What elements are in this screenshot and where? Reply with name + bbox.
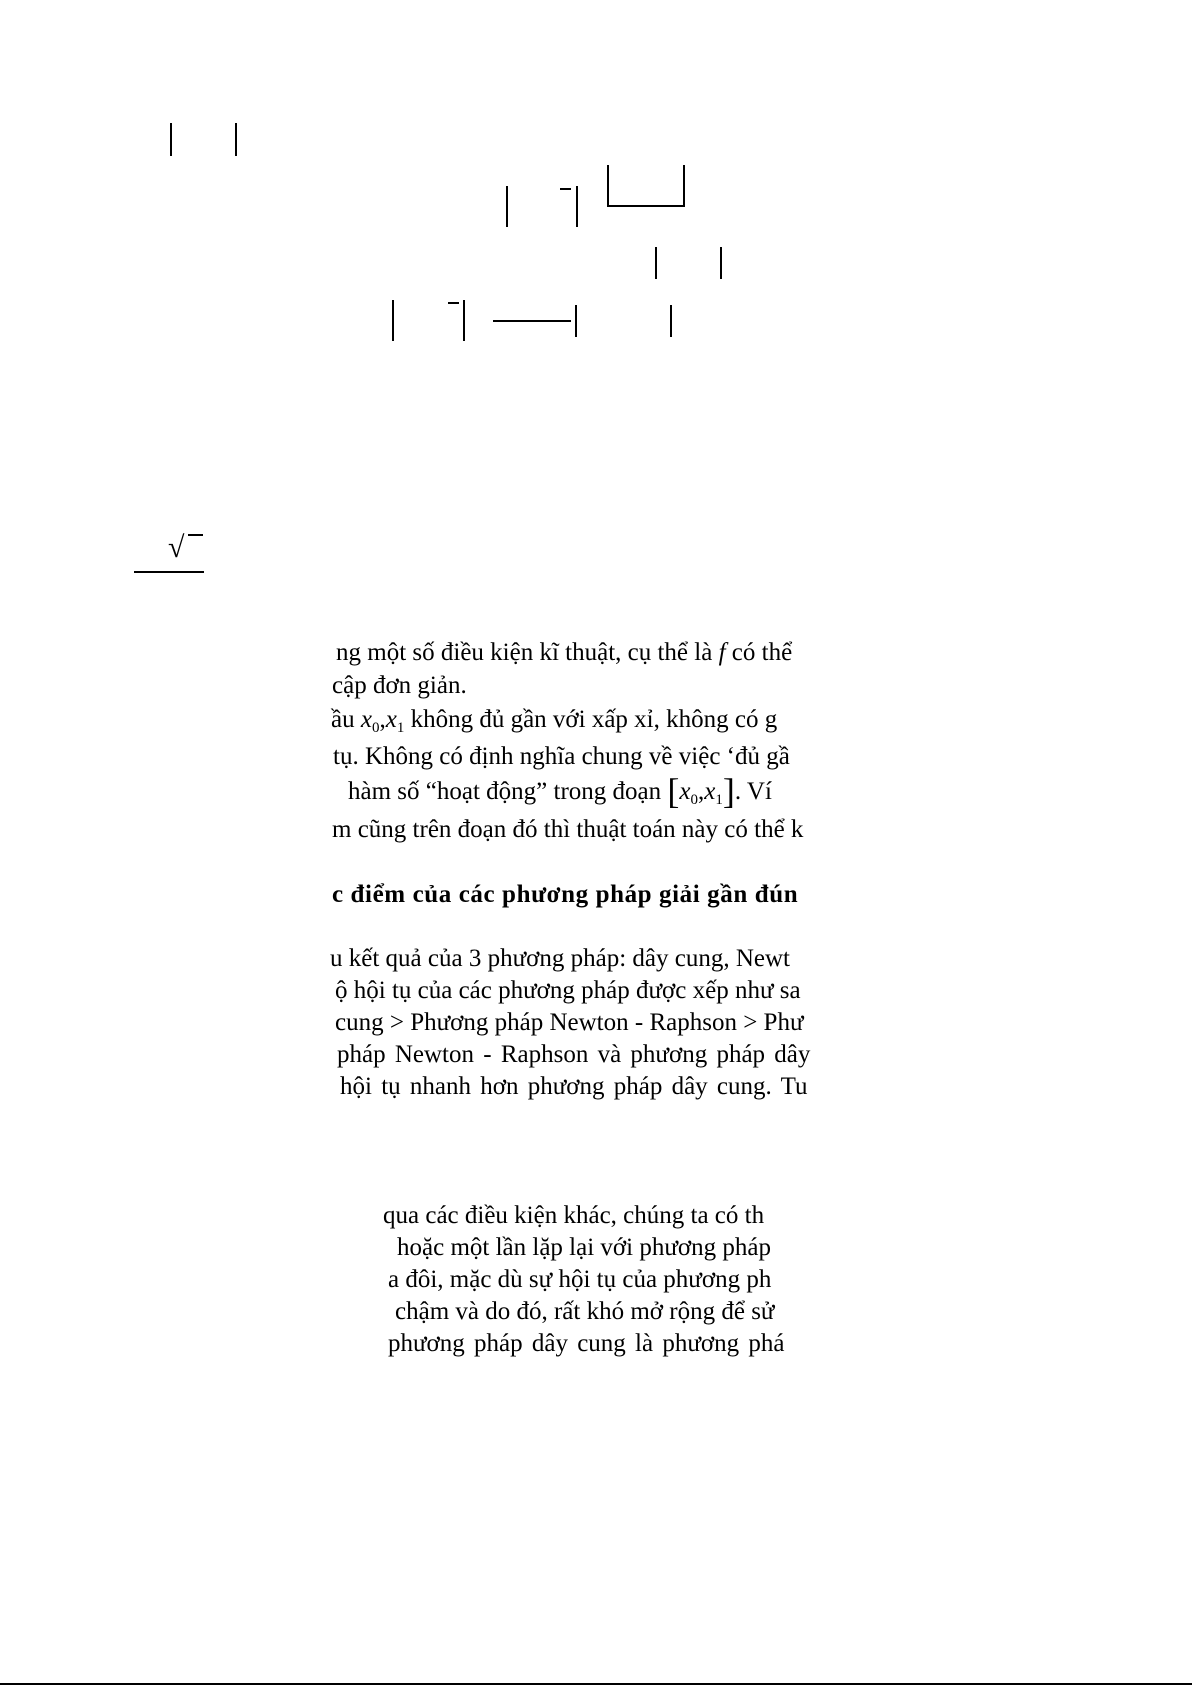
formula-bar-6 [683,165,685,205]
formula-bar-1 [170,123,172,156]
paragraph2-line5: hội tụ nhanh hơn phương pháp dây cung. Tu [340,1073,808,1100]
paragraph3-line5: phương pháp dây cung là phương phá [388,1330,785,1357]
text-segment: có thể [725,639,793,666]
paragraph1-line1 [336,638,792,668]
formula-bar-4 [576,186,578,227]
paragraph2-line2: ộ hội tụ của các phương pháp được xếp như sa [335,977,801,1004]
text-segment: không đủ gần với xấp xỉ, không có g [404,706,778,733]
paragraph2-line3: cung > Phương pháp Newton - Raphson > Phư [335,1009,804,1036]
formula-bar-7 [655,247,657,279]
paragraph2-line1: u kết quả của 3 phương pháp: dây cung, Newt [330,945,790,972]
paragraph3-line4: chậm và do đó, rất khó mở rộng để sử [395,1298,775,1325]
paragraph1-line3 [331,705,777,743]
formula-minus-1 [560,188,571,190]
formula-bar-11 [575,305,577,337]
fraction-bar-2 [493,320,571,322]
math-x0: $x_0$ [679,778,698,808]
math-open-bracket: [ [667,771,680,811]
paragraph1-line2: cập đơn giản. [332,672,467,699]
formula-bar-10 [463,300,465,341]
paragraph1-line6: m cũng trên đoạn đó thì thuật toán này có thể k [332,816,804,843]
text-segment: ng một số điều kiện kĩ thuật, cụ thể là [336,639,719,666]
math-comma: , [697,778,705,805]
formula-bar-2 [235,123,237,156]
paragraph1-line4: tụ. Không có định nghĩa chung về việc ‘đủ gầ [333,743,790,770]
section-heading: c điểm của các phương pháp giải gần đún [332,881,799,908]
math-x1: $x_1$ [385,706,405,736]
formula-minus-2 [448,302,459,304]
paragraph2-line4: pháp Newton - Raphson và phương pháp dây [337,1041,811,1068]
paragraph3-line3: a đôi, mặc dù sự hội tụ của phương ph [388,1266,772,1293]
sqrt-overline [188,534,203,536]
formula-bar-5 [607,165,609,205]
math-comma: , [379,706,386,733]
formula-bar-8 [720,247,722,279]
paragraph3-line2: hoặc một lần lặp lại với phương pháp [397,1234,771,1261]
sqrt-symbol: √ [168,531,185,564]
formula-bar-3 [506,186,508,227]
formula-bar-9 [392,300,394,341]
math-x0: $x_0$ [360,706,380,736]
paragraph1-line5 [348,771,772,815]
text-segment: ầu [331,706,361,733]
paragraph3-line1: qua các điều kiện khác, chúng ta có th [383,1202,765,1229]
fraction-bar-1 [607,205,685,207]
math-f: f [718,639,726,666]
text-segment: . Ví [734,778,772,805]
math-x1: $x_1$ [704,778,723,808]
math-close-bracket: ] [722,771,735,811]
text-segment: hàm số “hoạt động” trong đoạn [348,778,668,805]
formula-bar-12 [670,305,672,337]
fraction-bar-3 [134,571,204,573]
